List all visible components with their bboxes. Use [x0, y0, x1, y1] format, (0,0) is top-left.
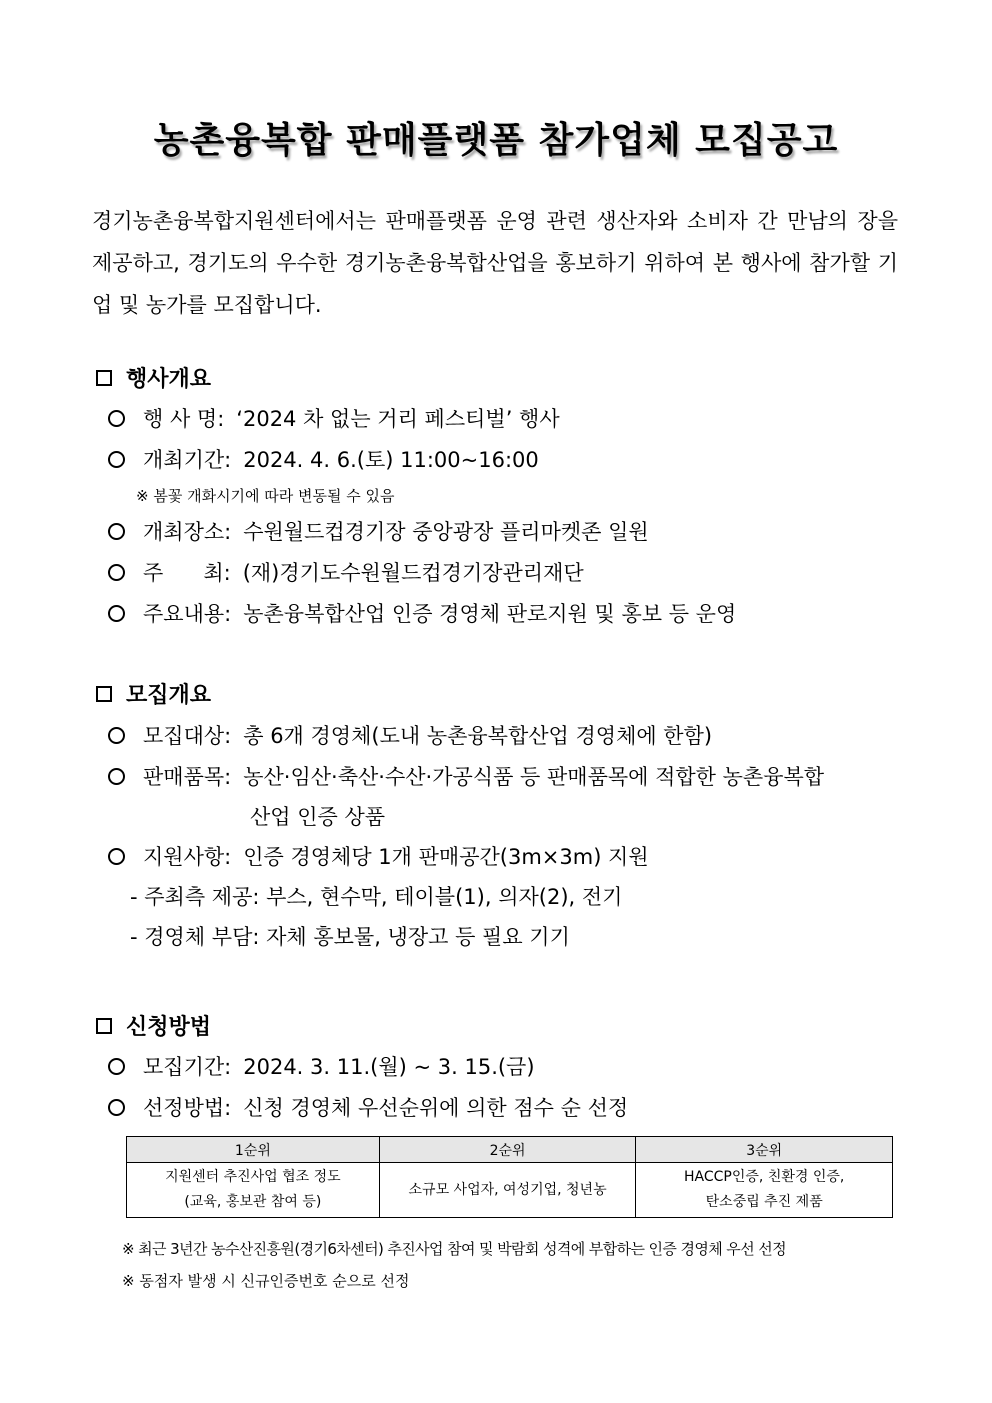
circle-bullet-icon — [108, 768, 125, 785]
apply-method-row — [108, 1092, 628, 1122]
priority-cell-1-line1: 지원센터 추진사업 협조 정도 — [165, 1169, 341, 1185]
section-recruit-title: 모집개요 — [126, 683, 212, 708]
checkbox-square-icon — [96, 1018, 112, 1034]
recruit-target-label: 모집대상: — [143, 724, 232, 748]
priority-table-header-row — [127, 1137, 893, 1163]
checkbox-square-icon — [96, 370, 112, 386]
apply-period-label: 모집기간: — [143, 1055, 232, 1079]
event-content-row — [108, 598, 736, 628]
priority-table — [126, 1136, 893, 1218]
priority-cell-1 — [127, 1163, 380, 1218]
priority-cell-3 — [636, 1163, 893, 1218]
priority-table-row — [127, 1163, 893, 1218]
event-name-value: ‘2024 차 없는 거리 페스티벌’ 행사 — [236, 407, 560, 431]
recruit-support-label: 지원사항: — [143, 845, 232, 869]
event-place-value: 수원월드컵경기장 중앙광장 플리마켓존 일원 — [243, 520, 649, 544]
apply-period-value: 2024. 3. 11.(월) ~ 3. 15.(금) — [243, 1055, 535, 1079]
apply-method-value: 신청 경영체 우선순위에 의한 점수 순 선정 — [243, 1096, 629, 1120]
intro-paragraph: 경기농촌융복합지원센터에서는 판매플랫폼 운영 관련 생산자와 소비자 간 만남의 장을 제공하고, 경기도의 우수한 경기농촌융복합산업을 홍보하기 위하여 본 행사에 참가할 기업 및 농가를 모집합니다. — [92, 209, 898, 317]
event-name-row — [108, 403, 560, 433]
event-place-label: 개최장소: — [143, 520, 232, 544]
section-apply-heading — [96, 1010, 211, 1041]
circle-bullet-icon — [108, 410, 125, 427]
circle-bullet-icon — [108, 727, 125, 744]
event-date-value: 2024. 4. 6.(토) 11:00~16:00 — [243, 448, 539, 472]
circle-bullet-icon — [108, 605, 125, 622]
event-host-row — [108, 557, 584, 587]
circle-bullet-icon — [108, 848, 125, 865]
recruit-support-row — [108, 841, 649, 871]
recruit-target-row — [108, 720, 712, 750]
recruit-target-value: 총 6개 경영체(도내 농촌융복합산업 경영체에 한함) — [243, 724, 713, 748]
event-place-row — [108, 516, 649, 546]
event-content-value: 농촌융복합산업 인증 경영체 판로지원 및 홍보 등 운영 — [243, 602, 737, 626]
priority-header-3: 3순위 — [636, 1137, 893, 1163]
priority-cell-3-line1: HACCP인증, 친환경 인증, — [684, 1169, 845, 1185]
event-host-label: 주 최: — [143, 561, 231, 585]
event-content-label: 주요내용: — [143, 602, 232, 626]
recruit-self-burden: - 경영체 부담: 자체 홍보물, 냉장고 등 필요 기기 — [130, 925, 570, 949]
recruit-support-value: 인증 경영체당 1개 판매공간(3m×3m) 지원 — [243, 845, 649, 869]
circle-bullet-icon — [108, 564, 125, 581]
section-recruit-heading — [96, 678, 211, 709]
circle-bullet-icon — [108, 1099, 125, 1116]
circle-bullet-icon — [108, 1058, 125, 1075]
recruit-host-provide: - 주최측 제공: 부스, 현수막, 테이블(1), 의자(2), 전기 — [130, 885, 623, 909]
event-date-note: ※ 봄꽃 개화시기에 따라 변동될 수 있음 — [136, 487, 395, 505]
footnote-tiebreak: ※ 동점자 발생 시 신규인증번호 순으로 선정 — [122, 1272, 410, 1290]
page-title: 농촌융복합 판매플랫폼 참가업체 모집공고 — [153, 120, 839, 161]
circle-bullet-icon — [108, 451, 125, 468]
recruit-items-continuation: 산업 인증 상품 — [250, 805, 386, 829]
recruit-items-value: 농산·임산·축산·수산·가공식품 등 판매품목에 적합한 농촌융복합 — [243, 765, 825, 789]
event-date-label: 개최기간: — [143, 448, 232, 472]
apply-method-label: 선정방법: — [143, 1096, 232, 1120]
footnote-priority: ※ 최근 3년간 농수산진흥원(경기6차센터) 추진사업 참여 및 박람회 성격에 부합하는 인증 경영체 우선 선정 — [122, 1240, 787, 1258]
priority-cell-3-line2: 탄소중립 추진 제품 — [705, 1194, 823, 1210]
priority-cell-2: 소규모 사업자, 여성기업, 청년농 — [379, 1163, 636, 1218]
section-event-heading — [96, 362, 211, 393]
event-host-value: (재)경기도수원월드컵경기장관리재단 — [242, 561, 584, 585]
recruit-items-label: 판매품목: — [143, 765, 232, 789]
event-date-row — [108, 444, 539, 474]
recruit-items-row — [108, 761, 824, 791]
event-name-label: 행 사 명: — [143, 407, 225, 431]
checkbox-square-icon — [96, 686, 112, 702]
priority-cell-1-line2: (교육, 홍보관 참여 등) — [184, 1194, 322, 1210]
priority-header-2: 2순위 — [379, 1137, 636, 1163]
section-apply-title: 신청방법 — [126, 1015, 212, 1040]
circle-bullet-icon — [108, 523, 125, 540]
apply-period-row — [108, 1051, 535, 1081]
section-event-title: 행사개요 — [126, 367, 212, 392]
priority-header-1: 1순위 — [127, 1137, 380, 1163]
